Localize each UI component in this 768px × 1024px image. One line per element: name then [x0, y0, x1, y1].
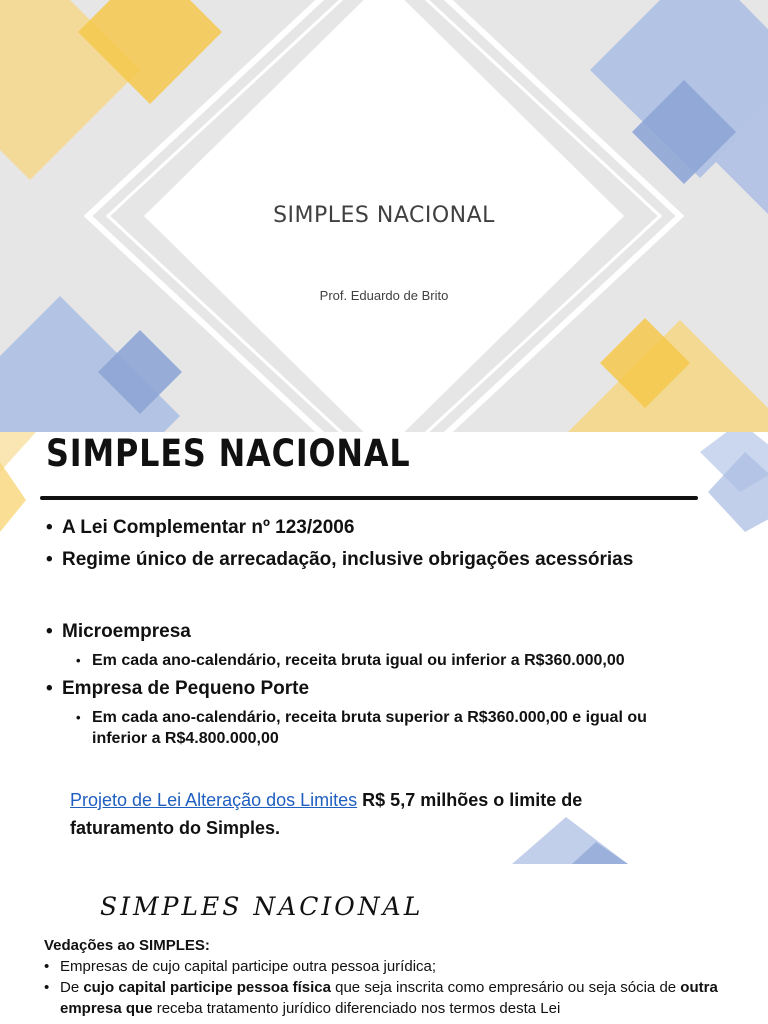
- bullet-dot-icon: •: [44, 958, 50, 975]
- bullet-item: [46, 620, 691, 644]
- bullet-dot-icon: •: [44, 979, 50, 996]
- slide-title: SIMPLES NACIONAL: [273, 203, 495, 228]
- bullet-item: [46, 677, 691, 701]
- bullet-text: Regime único de arrecadação, inclusive obrigações acessórias: [62, 549, 634, 570]
- list-item-bold-part: outra empresa que: [60, 979, 718, 1017]
- list-item: [44, 977, 764, 1019]
- slide-title: SIMPLES NACIONAL: [46, 432, 411, 475]
- list-item-text-part: receba tratamento jurídico diferenciado nos termos desta Lei: [152, 1000, 561, 1017]
- content-slide: [0, 432, 768, 864]
- bullet-list: [46, 516, 691, 755]
- sub-bullet-text: Em cada ano-calendário, receita bruta superior a R$360.000,00 e igual ou inferior a R$4.800.000,00: [92, 709, 647, 747]
- projeto-de-lei-link[interactable]: Projeto de Lei Alteração dos Limites: [70, 790, 358, 810]
- list-item-text: Empresas de cujo capital participe outra pessoa jurídica;: [60, 958, 437, 975]
- bullet-item: [46, 548, 691, 572]
- list-item-text-part: De: [60, 979, 84, 996]
- bullet-text: A Lei Complementar nº 123/2006: [62, 517, 355, 538]
- vedacoes-slide: [0, 864, 768, 1024]
- limit-note: [70, 786, 670, 842]
- title-slide: [0, 0, 768, 432]
- bullet-dot-icon: •: [46, 549, 53, 570]
- bullet-dot-icon: •: [46, 517, 53, 538]
- section-heading: Vedações ao SIMPLES:: [44, 937, 210, 954]
- bullet-dot-icon: •: [76, 710, 81, 725]
- list-item-text-part: que seja inscrita como empresário ou seja sócia de: [330, 979, 681, 996]
- sub-bullet-item: [46, 650, 691, 671]
- bullet-dot-icon: •: [46, 678, 53, 699]
- limit-note-text: R$ 5,7 milhões o limite de faturamento do Simples.: [70, 790, 583, 838]
- title-underline: [40, 496, 698, 500]
- sub-bullet-text: Em cada ano-calendário, receita bruta igual ou inferior a R$360.000,00: [92, 652, 625, 669]
- bullet-text: Microempresa: [62, 621, 191, 642]
- vedacoes-list: [44, 935, 764, 1019]
- bullet-dot-icon: •: [46, 621, 53, 642]
- sub-bullet-item: [46, 707, 691, 749]
- bullet-text: Empresa de Pequeno Porte: [62, 678, 310, 699]
- slide-author: Prof. Eduardo de Brito: [319, 288, 449, 303]
- bullet-dot-icon: •: [76, 653, 81, 668]
- list-item: [44, 956, 764, 977]
- list-item-bold-part: cujo capital participe pessoa física: [83, 979, 331, 996]
- slide-title: SIMPLES NACIONAL: [100, 892, 424, 921]
- bullet-item: [46, 516, 691, 540]
